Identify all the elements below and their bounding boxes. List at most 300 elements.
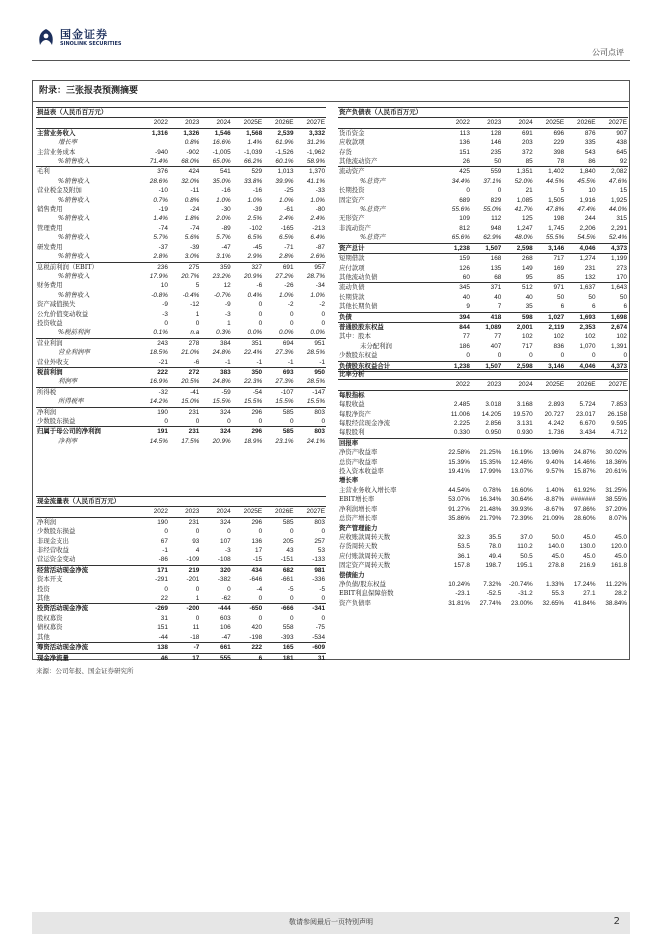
row-value: 1,370 — [309, 168, 325, 176]
row-value: 876 — [584, 129, 596, 137]
table-row — [338, 332, 628, 341]
row-value: -291 — [155, 576, 168, 584]
row-value: 394 — [440, 312, 471, 322]
table-row — [36, 338, 326, 348]
row-value: 6.4% — [310, 234, 325, 242]
row-value — [597, 390, 628, 400]
balance-caption-row — [338, 108, 628, 118]
row-value: 20.9% — [244, 272, 263, 280]
row-value: 235 — [490, 148, 502, 156]
row-value: 512 — [522, 284, 533, 292]
row-value: 1,916 — [579, 196, 596, 204]
row-value: 55.5% — [534, 233, 565, 243]
table-row — [36, 205, 326, 214]
table-row — [36, 243, 326, 252]
row-value: -646 — [249, 576, 263, 584]
row-value: 0 — [164, 528, 168, 536]
row-value: 0.8% — [184, 196, 200, 204]
row-value: 21.09% — [542, 515, 565, 523]
row-value — [597, 476, 628, 485]
row-label: 非经营收益 — [37, 546, 69, 555]
row-value: -74 — [158, 224, 168, 232]
row-value: 23.2% — [212, 272, 231, 280]
balance-year-header — [338, 118, 628, 128]
row-value: 16.6% — [212, 139, 231, 147]
row-value: 45.0 — [583, 552, 596, 560]
row-value: 0 — [227, 585, 231, 593]
row-value: 31.25% — [605, 486, 627, 494]
row-value: -102 — [249, 224, 263, 232]
row-value: 0 — [289, 319, 294, 327]
row-label: 偿债能力 — [339, 570, 365, 579]
row-label: 净利润增长率 — [339, 504, 378, 513]
row-value: 907 — [616, 129, 627, 137]
income-statement-table — [36, 107, 326, 446]
row-value: -1,005 — [212, 148, 231, 156]
row-value: 559 — [490, 168, 502, 176]
row-label: 股权募资 — [37, 613, 63, 622]
row-value: 20.9% — [212, 437, 231, 445]
row-value: 50 — [588, 293, 596, 301]
row-value: 45.0 — [583, 533, 596, 541]
row-value: 203 — [522, 139, 533, 147]
table-row — [36, 585, 326, 594]
row-value: 0.930 — [502, 428, 533, 438]
row-value: 2.6% — [295, 252, 326, 262]
row-value: 0.78% — [483, 486, 502, 494]
row-value: 37.1% — [483, 177, 502, 185]
row-value: 0 — [466, 187, 470, 195]
row-value: -24 — [190, 206, 200, 214]
row-value: 45.0 — [551, 552, 565, 560]
row-value: -32 — [158, 388, 168, 396]
row-value: 1 — [195, 310, 200, 318]
row-value: 231 — [188, 518, 200, 526]
row-label: 财务费用 — [37, 281, 63, 290]
row-value: 0.0% — [263, 328, 294, 338]
row-value: 2.5% — [247, 215, 263, 223]
row-value: -21 — [138, 358, 169, 368]
row-label: 营业税金及附加 — [37, 186, 82, 195]
table-row — [36, 367, 326, 377]
row-value: 219 — [188, 566, 200, 574]
row-value: 1,238 — [440, 243, 471, 253]
row-value: 1,085 — [516, 196, 533, 204]
row-value: 17 — [255, 547, 263, 555]
row-value: 20.61% — [605, 468, 627, 476]
row-value: 7 — [471, 302, 502, 312]
row-label: 流动资产 — [339, 167, 365, 176]
row-value: 24.8% — [200, 377, 231, 387]
row-value: 0 — [258, 528, 263, 536]
row-value: 14.46% — [573, 458, 596, 466]
row-value — [502, 524, 533, 533]
row-value — [502, 390, 533, 400]
row-value: -61 — [284, 206, 294, 214]
row-value: 222 — [157, 368, 168, 376]
row-value: 3.0% — [169, 252, 200, 262]
row-value: 1 — [227, 319, 231, 327]
ratio-analysis-table — [338, 369, 628, 608]
row-value: 3,146 — [534, 361, 565, 371]
row-value: 5 — [195, 282, 200, 290]
row-value: 529 — [251, 168, 263, 176]
row-value: 130.0 — [579, 543, 596, 551]
table-title: 现金流量表（人民币百万元） — [36, 497, 326, 507]
year-header: 2024 — [200, 507, 231, 517]
table-row — [36, 546, 326, 555]
row-value: 2.9% — [232, 252, 263, 262]
row-value: 273 — [616, 264, 627, 272]
table-row — [338, 552, 628, 561]
row-value: 186 — [459, 342, 470, 350]
row-value: 44.54% — [448, 486, 470, 494]
row-value: -0.8% — [151, 291, 168, 299]
row-value: 0 — [195, 585, 200, 593]
year-header: 2025E — [534, 380, 565, 390]
row-value: 1.736 — [534, 428, 565, 438]
row-value: 5 — [560, 187, 565, 195]
row-value: -30 — [221, 206, 231, 214]
row-label: 净负债/股东权益 — [339, 579, 386, 588]
table-row — [338, 186, 628, 195]
row-label: 其他流动资产 — [338, 157, 440, 167]
row-value: 93 — [192, 537, 200, 545]
row-value: -213 — [312, 224, 325, 232]
row-value: 4,046 — [565, 243, 596, 253]
year-header: 2024 — [200, 118, 231, 128]
row-value: 3.434 — [565, 428, 596, 438]
table-row — [36, 377, 326, 387]
row-label: 固定资产 — [339, 195, 365, 204]
row-value: 951 — [314, 339, 325, 347]
row-label: 少数股东损益 — [37, 527, 76, 536]
row-value: 844 — [459, 323, 470, 331]
table-row — [36, 196, 326, 205]
row-value: 296 — [251, 428, 263, 436]
row-value: -5 — [319, 585, 325, 593]
table-row — [36, 291, 326, 300]
row-value: 28.5% — [306, 349, 325, 357]
row-value: 47.4% — [577, 206, 596, 214]
row-value: 425 — [459, 168, 470, 176]
row-value: 9.595 — [611, 420, 627, 428]
row-label: 营业利润 — [37, 338, 63, 347]
row-label: 所得税 — [37, 387, 57, 396]
table-title: 比率分析 — [338, 370, 628, 380]
row-value: 46 — [160, 654, 168, 662]
row-value: 0 — [138, 417, 169, 427]
income-year-header — [36, 118, 326, 128]
row-value — [471, 524, 502, 533]
row-value: -1 — [263, 358, 294, 368]
row-value — [534, 571, 565, 580]
table-row — [36, 233, 326, 242]
report-type-label: 公司点评 — [592, 48, 624, 57]
row-value: 0.0% — [232, 328, 263, 338]
row-value: 1.0% — [278, 291, 294, 299]
row-value: 0 — [263, 594, 294, 604]
row-value: 17.9% — [149, 272, 168, 280]
row-value: 1,745 — [548, 224, 565, 232]
row-value: 61.92% — [573, 486, 596, 494]
row-value: 0 — [321, 319, 325, 327]
row-label: 固定资产周转天数 — [339, 561, 391, 570]
balance-sheet-table — [338, 107, 628, 372]
row-value: 110.2 — [517, 543, 533, 551]
row-value: 91.27% — [448, 505, 470, 513]
table-row — [338, 448, 628, 457]
table-row — [338, 419, 628, 428]
year-header: 2023 — [471, 380, 502, 390]
row-value: 418 — [471, 312, 502, 322]
report-header — [0, 0, 662, 60]
row-value: 149 — [522, 264, 533, 272]
row-label: 资产负债率 — [339, 598, 371, 607]
row-value: 438 — [616, 139, 627, 147]
ratios-caption-row — [338, 370, 628, 380]
row-value: 6 — [597, 302, 628, 312]
row-value: -59 — [221, 388, 231, 396]
row-value: 102 — [522, 333, 533, 341]
row-value: 22.3% — [232, 377, 263, 387]
row-value: 39.93% — [511, 505, 533, 513]
row-value: -26 — [284, 282, 294, 290]
row-value: 47.8% — [546, 206, 565, 214]
row-value: 9.57% — [546, 468, 565, 476]
row-value: 0 — [565, 351, 596, 361]
row-label: 少数股东权益 — [338, 351, 440, 361]
row-value: 16.19% — [511, 449, 533, 457]
row-value: 37.0 — [520, 533, 533, 541]
row-value: 384 — [220, 339, 231, 347]
row-value: 1.0% — [216, 196, 231, 204]
row-value: 22.4% — [244, 349, 263, 357]
row-value: 0.7% — [153, 196, 168, 204]
row-label: %总资产 — [360, 176, 386, 185]
row-value: -1 — [295, 358, 326, 368]
row-label: 每股经营现金净流 — [339, 419, 391, 428]
row-value: 41.1% — [306, 177, 325, 185]
row-value: 2.893 — [548, 401, 565, 409]
row-value: 2,353 — [579, 323, 596, 331]
ratios-year-header — [338, 380, 628, 390]
row-value: 434 — [251, 566, 263, 574]
row-value: 41.84% — [573, 599, 596, 607]
row-label: %总资产 — [338, 233, 440, 243]
table-row — [338, 196, 628, 205]
row-value: 1,351 — [516, 168, 533, 176]
row-value: 55.3 — [551, 590, 565, 598]
row-value: -6 — [256, 282, 263, 290]
row-value: 109 — [459, 215, 470, 223]
row-value: 4,373 — [597, 243, 628, 253]
header-divider — [32, 60, 630, 61]
row-label: 应收账款周转天数 — [339, 532, 391, 541]
row-label: 主营业务收入 — [37, 128, 76, 137]
row-value: 157.8 — [453, 562, 470, 570]
row-value: 135 — [490, 264, 502, 272]
row-value: 3.131 — [516, 420, 533, 428]
row-value: 398 — [553, 148, 565, 156]
row-value: -133 — [295, 555, 326, 565]
table-row — [36, 517, 326, 527]
table-row — [36, 262, 326, 272]
row-value — [534, 390, 565, 400]
row-value: 2.8% — [138, 252, 169, 262]
row-value: 113 — [459, 129, 470, 137]
row-value: 1.0% — [278, 196, 294, 204]
row-value: 696 — [553, 129, 565, 137]
row-value: 971 — [553, 284, 565, 292]
row-value: 231 — [584, 264, 596, 272]
row-label: %总资产 — [360, 205, 386, 214]
row-value: 31 — [317, 654, 325, 662]
row-label: 息税前利润（EBIT） — [37, 262, 98, 271]
row-value: -54 — [252, 388, 263, 396]
row-value — [138, 138, 169, 147]
row-value: 168 — [490, 255, 502, 263]
row-value — [471, 476, 502, 485]
row-value: 32.0% — [181, 177, 200, 185]
row-value: 50.5 — [520, 552, 533, 560]
row-label: 净资产收益率 — [339, 448, 378, 457]
row-value: 4,046 — [565, 361, 596, 371]
row-value: 45.0 — [614, 552, 627, 560]
row-value: 0 — [497, 187, 502, 195]
table-row — [338, 157, 628, 167]
row-value: 146 — [490, 139, 502, 147]
year-header: 2027E — [597, 380, 628, 390]
row-value: 45.5% — [577, 177, 596, 185]
table-row — [338, 243, 628, 253]
row-value: 3.1% — [200, 252, 231, 262]
row-value: 44.5% — [546, 177, 565, 185]
row-value: 77 — [494, 333, 502, 341]
row-label: 管理费用 — [37, 223, 63, 232]
row-label: 应收款项 — [339, 138, 365, 147]
row-value: 35.5 — [488, 533, 502, 541]
row-value: 38.55% — [605, 496, 627, 504]
table-row — [36, 653, 326, 663]
row-value: 691 — [282, 263, 294, 271]
row-value: 18.36% — [605, 458, 627, 466]
row-value: 198 — [553, 215, 565, 223]
row-value: -39 — [252, 206, 263, 214]
row-value: 555 — [220, 654, 231, 662]
row-value: -18 — [169, 633, 200, 643]
row-value: 21.48% — [479, 505, 502, 513]
row-value: 7.32% — [483, 580, 502, 588]
row-value — [471, 438, 502, 448]
row-value: 17.24% — [573, 580, 596, 588]
row-value: 0 — [232, 417, 263, 427]
row-value: 598 — [502, 312, 533, 322]
row-value: 52.4% — [597, 233, 628, 243]
year-header: 2025E — [232, 118, 263, 128]
row-value: 132 — [565, 273, 596, 283]
row-value: -71 — [284, 243, 294, 251]
row-value: 181 — [282, 654, 294, 662]
row-value: -62 — [200, 594, 231, 604]
row-value: 3.018 — [485, 401, 502, 409]
table-row — [36, 310, 326, 319]
row-value: -1,526 — [275, 148, 294, 156]
row-value: -0.4% — [182, 291, 200, 299]
row-value: 128 — [490, 129, 502, 137]
row-value: 49.4 — [488, 552, 502, 560]
row-value: 585 — [282, 408, 294, 416]
table-row — [338, 254, 628, 264]
row-value: 78.0 — [488, 543, 502, 551]
table-row — [36, 138, 326, 147]
row-value: 5.7% — [153, 234, 168, 242]
row-value: -198 — [232, 633, 263, 643]
row-value: -650 — [249, 605, 263, 613]
row-value: 37.20% — [605, 505, 627, 513]
row-value: 3,332 — [309, 129, 325, 137]
table-row — [36, 252, 326, 262]
row-value — [502, 571, 533, 580]
row-label: 长期贷款 — [339, 292, 365, 301]
row-value: -107 — [280, 388, 294, 396]
table-row — [338, 524, 628, 533]
row-value: 32.65% — [542, 599, 565, 607]
row-value: 138 — [138, 643, 169, 653]
year-header-blank — [338, 118, 440, 128]
row-value: 7.853 — [611, 401, 627, 409]
row-value: 15.5% — [295, 397, 326, 407]
row-value: 2.485 — [453, 401, 470, 409]
row-value: 1.4% — [153, 215, 168, 223]
row-value: 5.6% — [184, 234, 200, 242]
row-label: 短期借款 — [339, 254, 365, 263]
row-label: 债权募资 — [37, 623, 63, 632]
logo-cn-text: 国金证券 — [60, 28, 108, 41]
table-row — [338, 214, 628, 223]
row-value: 107 — [220, 537, 231, 545]
row-value: -31.2 — [518, 590, 533, 598]
row-value: -5 — [287, 585, 294, 593]
table-row — [36, 300, 326, 309]
table-row — [36, 281, 326, 290]
row-value: 420 — [251, 624, 263, 632]
table-row — [36, 397, 326, 407]
row-value: 45.0 — [614, 533, 627, 541]
table-row — [36, 224, 326, 233]
row-value — [440, 438, 471, 448]
row-value: 24.8% — [212, 349, 231, 357]
row-value: 0.1% — [138, 328, 169, 338]
row-label: 回报率 — [339, 438, 359, 447]
row-value — [597, 438, 628, 448]
row-value: 27.74% — [479, 599, 502, 607]
row-value: 16.34% — [479, 496, 502, 504]
appendix-title: 附录：三张报表预测摘要 — [33, 81, 629, 102]
row-value: 2,291 — [611, 224, 627, 232]
table-row — [338, 467, 628, 476]
table-row — [338, 148, 628, 157]
year-header: 2026E — [263, 118, 294, 128]
row-value: 5.7% — [216, 234, 231, 242]
row-value: 383 — [220, 368, 231, 376]
table-row — [36, 167, 326, 177]
year-header: 2022 — [138, 507, 169, 517]
row-value: 24.87% — [573, 449, 596, 457]
row-value: 0 — [321, 528, 325, 536]
row-label: 应付款项 — [339, 263, 365, 272]
row-value: 0 — [440, 351, 471, 361]
